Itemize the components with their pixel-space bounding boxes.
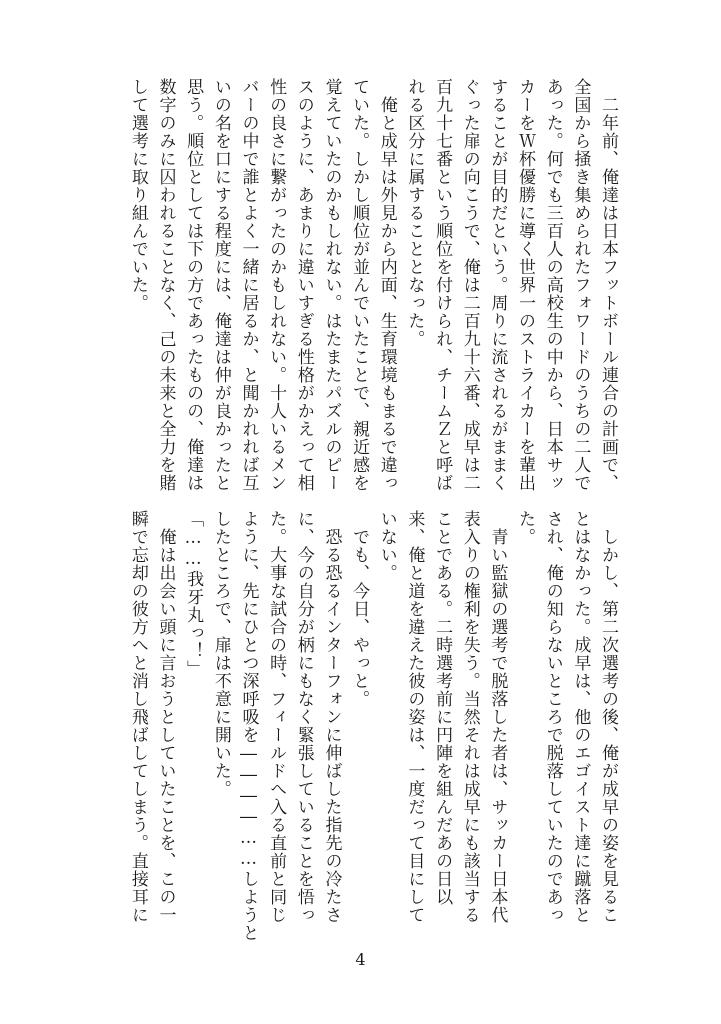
text-column: いの名を口にする程度には、俺達は仲が良かったと	[210, 78, 231, 492]
text-column: したところで、扉は不意に開いた。	[210, 510, 231, 798]
text-column: とはなかった。成早は、他のエゴイスト達に蹴落と	[570, 510, 591, 924]
text-column: 来、俺と道を違えた彼の姿は、一度だって目にして	[404, 510, 425, 924]
text-column: 覚えていたのかもしれない。はたまたパズルのピー	[321, 78, 342, 492]
text-column: に、今の自分が柄にもなく緊張していることを悟っ	[293, 510, 314, 924]
text-column: カーをＷ杯優勝に導く世界一のストライカーを輩出	[515, 78, 536, 492]
text-column: しかし、第二次選考の後、俺が成早の姿を見るこ	[598, 510, 618, 924]
text-column: 俺と成早は外見から内面、生育環境もまるで違っ	[376, 78, 397, 492]
text-column: た。大事な試合の時、フィールドへ入る直前と同じ	[266, 510, 287, 924]
text-column: 恐る恐るインターフォンに伸ばした指先の冷たさ	[321, 510, 342, 924]
text-column: 瞬で忘却の彼方へと消し飛ばしてしまう。直接耳に	[127, 510, 148, 924]
text-column: バーの中で誰とよく一緒に居るか、と聞かれれば互	[238, 78, 259, 492]
text-column: 俺は出会い頭に言おうとしていたことを、この一	[155, 510, 176, 924]
text-column: 青い監獄の選考で脱落した者は、サッカー日本代	[487, 510, 508, 924]
text-column: 百九十七番という順位を付けられ、チームＺと呼ば	[432, 78, 453, 492]
text-column: ように、先にひとつ深呼吸を――――……しようと	[238, 510, 259, 942]
text-column: ていた。しかし順位が並んでいたことで、親近感を	[349, 78, 370, 492]
text-column: して選考に取り組んでいた。	[127, 78, 148, 312]
text-column: 性の良さに繋がったのかもしれない。十人いるメン	[266, 78, 287, 492]
page-number: 4	[355, 950, 366, 969]
text-column: 「……我牙丸っ！」	[183, 510, 204, 678]
text-section-bottom	[123, 510, 621, 940]
text-column: ことである。二時選考前に円陣を組んだあの日以	[432, 510, 453, 906]
text-column: され、俺の知らないところで脱落していたのであっ	[542, 510, 563, 924]
text-section-top	[123, 78, 621, 508]
text-column: することが目的だという。周りに流されるがままく	[487, 78, 508, 492]
text-column: 表入りの権利を失う。当然それは成早にも該当する	[459, 510, 480, 924]
text-column: ぐった扉の向こうで、俺は二百九十六番、成早は二	[459, 78, 480, 492]
text-column: あった。何でも三百人の高校生の中から、日本サッ	[542, 78, 563, 492]
text-column: 数字のみに囚われることなく、己の未来と全力を賭	[155, 78, 176, 492]
text-column: 思う。順位としては下の方であったものの、俺達は	[183, 78, 204, 492]
text-column: 全国から掻き集められたフォワードのうちの二人で	[570, 78, 591, 492]
text-column: いない。	[376, 510, 397, 582]
text-column: た。	[515, 510, 536, 546]
text-column: れる区分に属することとなった。	[404, 78, 425, 348]
text-column: でも、今日、やっと。	[349, 510, 370, 708]
text-column: スのように、あまりに違いすぎる性格がかえって相	[293, 78, 314, 492]
text-column: 二年前、俺達は日本フットボール連合の計画で、	[598, 78, 618, 492]
